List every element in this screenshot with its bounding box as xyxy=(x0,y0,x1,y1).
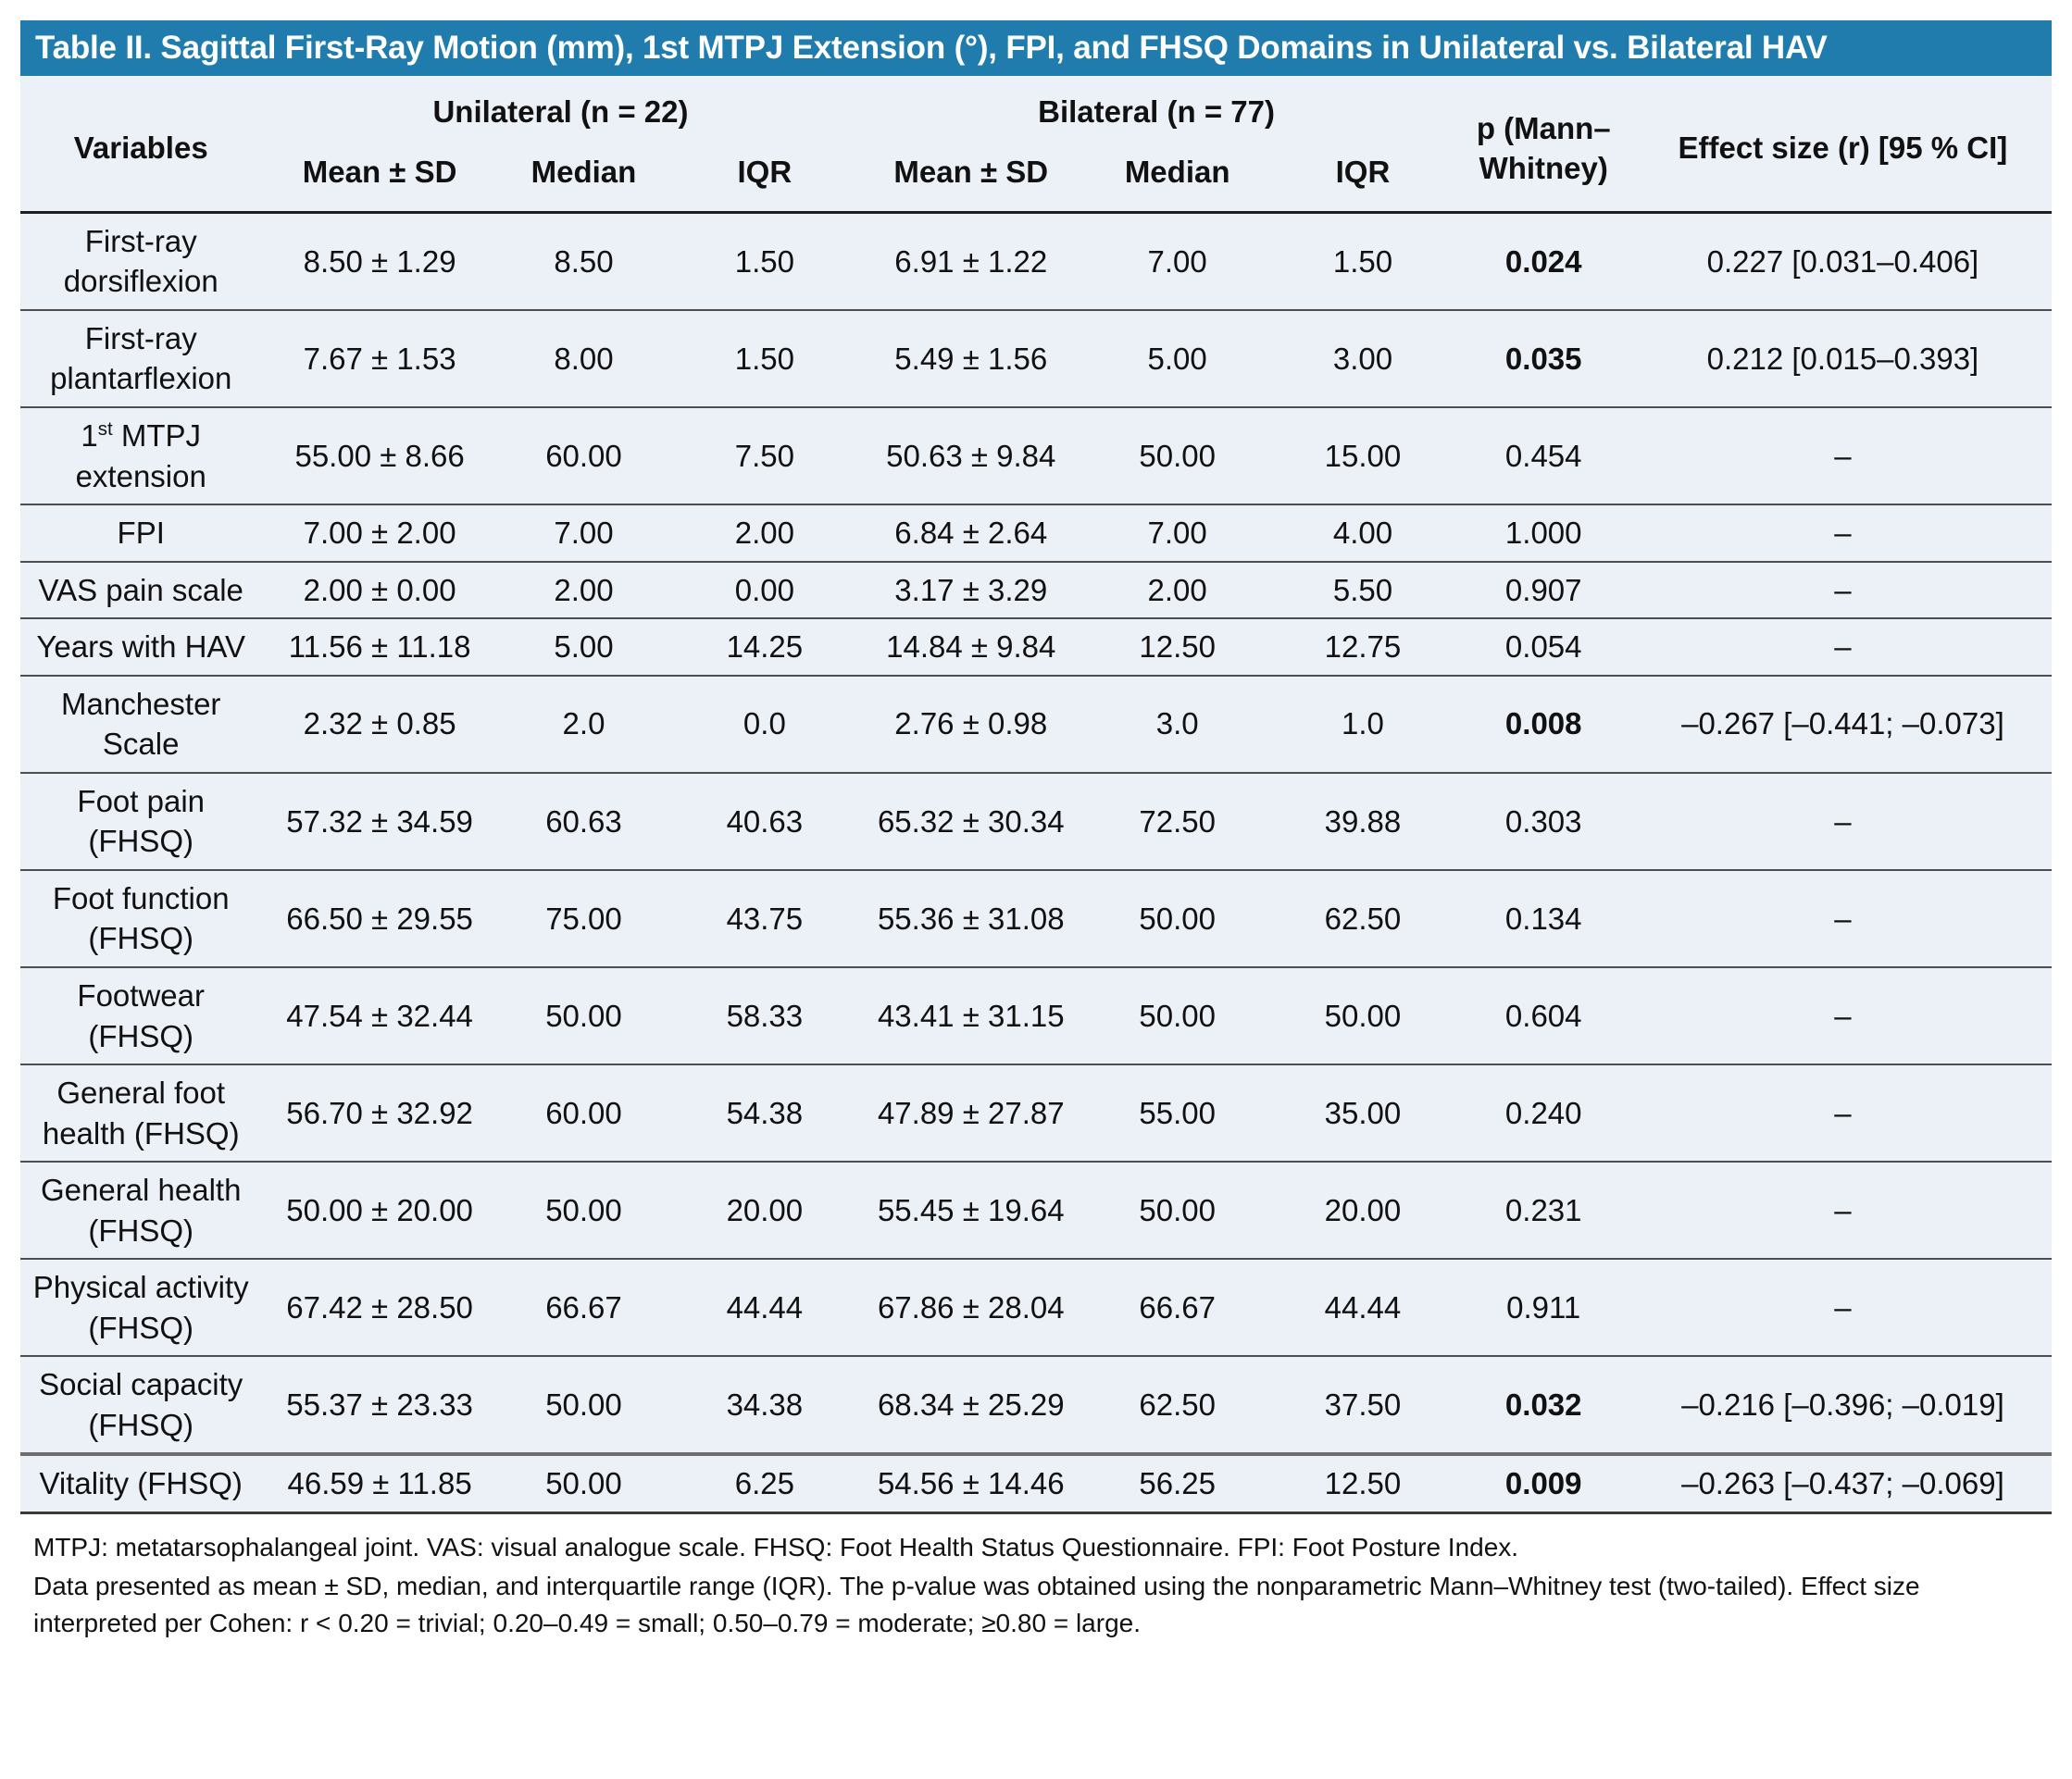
p-value-cell: 0.008 xyxy=(1504,706,1582,741)
uni-iqr-cell: 43.75 xyxy=(726,901,804,936)
bi-iqr-cell: 4.00 xyxy=(1332,516,1393,551)
table-row xyxy=(20,870,2052,967)
uni-mean-cell: 67.42 ± 28.50 xyxy=(286,1290,473,1325)
uni-median-cell: 5.00 xyxy=(554,629,614,665)
variable-cell: Physical activity (FHSQ) xyxy=(32,1270,249,1345)
variable-cell xyxy=(20,407,261,504)
effect-size-cell: –0.267 [–0.441; –0.073] xyxy=(1681,706,2004,741)
bi-mean-cell: 68.34 ± 25.29 xyxy=(877,1387,1065,1423)
table-header xyxy=(20,76,2052,212)
header-uni-median: Median xyxy=(530,154,637,189)
bi-median-cell: 3.0 xyxy=(1155,706,1199,741)
effect-size-cell: 0.212 [0.015–0.393] xyxy=(1706,341,1979,376)
bi-mean-cell: 6.91 ± 1.22 xyxy=(894,243,1048,279)
table-row xyxy=(20,1064,2052,1162)
bi-iqr-cell: 39.88 xyxy=(1324,803,1402,839)
variable-cell: Manchester Scale xyxy=(61,686,221,762)
p-value-cell: 0.231 xyxy=(1504,1192,1582,1227)
uni-median-cell: 60.63 xyxy=(545,803,622,839)
table-row xyxy=(20,407,2052,504)
uni-iqr-cell: 6.25 xyxy=(734,1466,794,1501)
p-value-cell: 0.054 xyxy=(1504,629,1582,665)
bi-median-cell: 5.00 xyxy=(1147,341,1207,376)
variable-ordinal: st xyxy=(97,417,113,440)
uni-mean-cell: 11.56 ± 11.18 xyxy=(288,629,471,665)
variable-cell: VAS pain scale xyxy=(38,572,243,607)
uni-mean-cell: 50.00 ± 20.00 xyxy=(286,1192,473,1227)
bi-iqr-cell: 12.75 xyxy=(1324,629,1402,665)
table-row xyxy=(20,676,2052,773)
variable-cell: FPI xyxy=(117,516,165,551)
p-value-cell: 0.035 xyxy=(1504,341,1582,376)
table-row xyxy=(20,1259,2052,1356)
bi-mean-cell: 14.84 ± 9.84 xyxy=(886,629,1056,665)
table-body xyxy=(20,212,2052,1512)
bi-mean-cell: 67.86 ± 28.04 xyxy=(877,1290,1065,1325)
bi-median-cell: 66.67 xyxy=(1139,1290,1216,1325)
bi-iqr-cell: 3.00 xyxy=(1332,341,1393,376)
bi-mean-cell: 43.41 ± 31.15 xyxy=(877,998,1065,1033)
uni-iqr-cell: 2.00 xyxy=(734,516,794,551)
bi-mean-cell: 55.36 ± 31.08 xyxy=(877,901,1065,936)
bi-median-cell: 72.50 xyxy=(1139,803,1216,839)
uni-mean-cell: 57.32 ± 34.59 xyxy=(286,803,473,839)
bi-mean-cell: 55.45 ± 19.64 xyxy=(877,1192,1065,1227)
uni-mean-cell: 66.50 ± 29.55 xyxy=(286,901,473,936)
table-row xyxy=(20,967,2052,1064)
p-value-cell: 0.454 xyxy=(1504,438,1582,473)
effect-size-cell: –0.263 [–0.437; –0.069] xyxy=(1681,1466,2004,1501)
table-row xyxy=(20,773,2052,870)
variable-cell: Foot function (FHSQ) xyxy=(52,880,230,956)
effect-size-cell: – xyxy=(1834,803,1852,839)
uni-median-cell: 75.00 xyxy=(545,901,622,936)
footnote-abbreviations: MTPJ: metatarsophalangeal joint. VAS: visual analogue scale. FHSQ: Foot Health Status Questionnaire. FPI: Foot Posture Index. xyxy=(33,1533,1519,1561)
uni-median-cell: 50.00 xyxy=(545,998,622,1033)
uni-iqr-cell: 0.00 xyxy=(734,572,794,607)
bi-iqr-cell: 5.50 xyxy=(1332,572,1393,607)
bi-iqr-cell: 35.00 xyxy=(1324,1095,1402,1130)
variable-cell: Vitality (FHSQ) xyxy=(39,1466,243,1501)
table-row xyxy=(20,1454,2052,1512)
bi-median-cell: 62.50 xyxy=(1139,1387,1216,1423)
uni-mean-cell: 55.37 ± 23.33 xyxy=(286,1387,473,1423)
uni-median-cell: 50.00 xyxy=(545,1192,622,1227)
variable-cell: Social capacity (FHSQ) xyxy=(39,1367,243,1442)
table-row xyxy=(20,1162,2052,1259)
header-bi-median: Median xyxy=(1124,154,1230,189)
p-value-cell: 0.240 xyxy=(1504,1095,1582,1130)
uni-mean-cell: 2.00 ± 0.00 xyxy=(303,572,456,607)
variable-base: 1 xyxy=(81,417,98,453)
uni-iqr-cell: 1.50 xyxy=(734,341,794,376)
p-value-cell: 0.024 xyxy=(1504,243,1582,279)
uni-median-cell: 2.00 xyxy=(554,572,614,607)
table-row xyxy=(20,212,2052,310)
effect-size-cell: – xyxy=(1834,572,1852,607)
uni-mean-cell: 46.59 ± 11.85 xyxy=(287,1466,472,1501)
bi-iqr-cell: 15.00 xyxy=(1324,438,1402,473)
uni-mean-cell: 47.54 ± 32.44 xyxy=(286,998,473,1033)
header-variables: Variables xyxy=(73,131,208,166)
bi-median-cell: 50.00 xyxy=(1139,438,1216,473)
uni-iqr-cell: 7.50 xyxy=(734,438,794,473)
header-bi-iqr: IQR xyxy=(1335,154,1391,189)
variable-cell: Footwear (FHSQ) xyxy=(77,977,205,1053)
bi-iqr-cell: 37.50 xyxy=(1324,1387,1402,1423)
p-value-cell: 0.911 xyxy=(1506,1290,1581,1325)
p-value-cell: 0.009 xyxy=(1504,1466,1582,1501)
header-uni-iqr: IQR xyxy=(737,154,793,189)
uni-median-cell: 50.00 xyxy=(545,1466,622,1501)
variable-cell: General health (FHSQ) xyxy=(40,1173,242,1248)
table-row xyxy=(20,504,2052,562)
p-value-cell: 0.032 xyxy=(1504,1387,1582,1423)
bi-median-cell: 55.00 xyxy=(1139,1095,1216,1130)
p-value-cell: 0.303 xyxy=(1504,803,1582,839)
uni-iqr-cell: 44.44 xyxy=(726,1290,804,1325)
header-group-row xyxy=(20,76,2052,138)
variable-cell: General foot health (FHSQ) xyxy=(42,1076,240,1151)
variable-cell: Years with HAV xyxy=(36,629,246,665)
table-card xyxy=(20,20,2052,1641)
results-table xyxy=(20,76,2052,1514)
effect-size-cell: – xyxy=(1834,516,1852,551)
bi-median-cell: 50.00 xyxy=(1139,1192,1216,1227)
bi-iqr-cell: 12.50 xyxy=(1324,1466,1402,1501)
uni-median-cell: 50.00 xyxy=(545,1387,622,1423)
bi-median-cell: 50.00 xyxy=(1139,901,1216,936)
footnote-methods: Data presented as mean ± SD, median, and interquartile range (IQR). The p-value was obtained using the nonparametric Mann–Whitney test (two-tailed). Effect size interpreted per Cohen: r < 0.20 = trivial; 0.20–0.49 = small; 0.50–0.79 = moderate; ≥0.80 = large. xyxy=(33,1571,1920,1637)
p-value-cell: 0.907 xyxy=(1504,572,1582,607)
table-row xyxy=(20,1356,2052,1454)
uni-iqr-cell: 0.0 xyxy=(743,706,786,741)
uni-mean-cell: 55.00 ± 8.66 xyxy=(294,438,465,473)
uni-iqr-cell: 20.00 xyxy=(726,1192,804,1227)
effect-size-cell: – xyxy=(1834,901,1852,936)
uni-median-cell: 60.00 xyxy=(545,1095,622,1130)
uni-median-cell: 2.0 xyxy=(562,706,605,741)
table-row xyxy=(20,618,2052,676)
p-value-cell: 0.604 xyxy=(1504,998,1582,1033)
bi-mean-cell: 65.32 ± 30.34 xyxy=(877,803,1065,839)
bi-iqr-cell: 50.00 xyxy=(1324,998,1402,1033)
header-effect-size: Effect size (r) [95 % CI] xyxy=(1678,131,2008,166)
uni-mean-cell: 56.70 ± 32.92 xyxy=(286,1095,473,1130)
bi-median-cell: 7.00 xyxy=(1147,243,1207,279)
effect-size-cell: – xyxy=(1834,1095,1852,1130)
uni-iqr-cell: 40.63 xyxy=(726,803,804,839)
effect-size-cell: –0.216 [–0.396; –0.019] xyxy=(1681,1387,2004,1423)
uni-iqr-cell: 34.38 xyxy=(726,1387,804,1423)
uni-iqr-cell: 58.33 xyxy=(726,998,804,1033)
bi-median-cell: 2.00 xyxy=(1147,572,1207,607)
header-group-unilateral: Unilateral (n = 22) xyxy=(432,94,689,129)
bi-iqr-cell: 1.50 xyxy=(1332,243,1393,279)
bi-mean-cell: 54.56 ± 14.46 xyxy=(877,1466,1065,1501)
footnotes xyxy=(20,1514,2052,1641)
bi-iqr-cell: 20.00 xyxy=(1324,1192,1402,1227)
bi-iqr-cell: 1.0 xyxy=(1342,706,1384,741)
uni-mean-cell: 8.50 ± 1.29 xyxy=(303,243,456,279)
uni-mean-cell: 2.32 ± 0.85 xyxy=(303,706,456,741)
bi-median-cell: 12.50 xyxy=(1139,629,1216,665)
uni-iqr-cell: 14.25 xyxy=(726,629,804,665)
variable-cell: First-ray plantarflexion xyxy=(50,320,232,396)
uni-mean-cell: 7.00 ± 2.00 xyxy=(303,516,456,551)
effect-size-cell: – xyxy=(1834,629,1852,665)
header-uni-mean-sd: Mean ± SD xyxy=(302,154,457,189)
bi-mean-cell: 2.76 ± 0.98 xyxy=(894,706,1048,741)
bi-mean-cell: 6.84 ± 2.64 xyxy=(894,516,1048,551)
uni-iqr-cell: 54.38 xyxy=(726,1095,804,1130)
effect-size-cell: – xyxy=(1834,998,1852,1033)
effect-size-cell: – xyxy=(1834,1192,1852,1227)
uni-iqr-cell: 1.50 xyxy=(734,243,794,279)
effect-size-cell: – xyxy=(1834,1290,1852,1325)
table-row xyxy=(20,310,2052,407)
variable-rest: MTPJ extension xyxy=(75,417,206,493)
bi-median-cell: 56.25 xyxy=(1139,1466,1216,1501)
header-group-bilateral: Bilateral (n = 77) xyxy=(1038,94,1275,129)
bi-mean-cell: 5.49 ± 1.56 xyxy=(894,341,1048,376)
uni-median-cell: 7.00 xyxy=(554,516,614,551)
effect-size-cell: 0.227 [0.031–0.406] xyxy=(1706,243,1979,279)
uni-median-cell: 60.00 xyxy=(545,438,622,473)
variable-cell: First-ray dorsiflexion xyxy=(63,223,218,299)
bi-median-cell: 50.00 xyxy=(1139,998,1216,1033)
bi-mean-cell: 50.63 ± 9.84 xyxy=(886,438,1056,473)
header-p-value: p (Mann–Whitney) xyxy=(1476,111,1611,185)
bi-iqr-cell: 44.44 xyxy=(1324,1290,1402,1325)
bi-iqr-cell: 62.50 xyxy=(1324,901,1402,936)
uni-median-cell: 8.00 xyxy=(554,341,614,376)
uni-median-cell: 66.67 xyxy=(545,1290,622,1325)
table-row xyxy=(20,562,2052,619)
uni-median-cell: 8.50 xyxy=(554,243,614,279)
uni-mean-cell: 7.67 ± 1.53 xyxy=(303,341,456,376)
header-bi-mean-sd: Mean ± SD xyxy=(893,154,1049,189)
bi-median-cell: 7.00 xyxy=(1147,516,1207,551)
variable-cell: Foot pain (FHSQ) xyxy=(77,783,205,859)
p-value-cell: 0.134 xyxy=(1504,901,1582,936)
bi-mean-cell: 3.17 ± 3.29 xyxy=(894,572,1048,607)
bi-mean-cell: 47.89 ± 27.87 xyxy=(877,1095,1065,1130)
effect-size-cell: – xyxy=(1834,438,1852,473)
p-value-cell: 1.000 xyxy=(1504,516,1582,551)
table-title: Table II. Sagittal First-Ray Motion (mm), 1st MTPJ Extension (°), FPI, and FHSQ Domains in Unilateral vs. Bilateral HAV xyxy=(20,20,2052,76)
